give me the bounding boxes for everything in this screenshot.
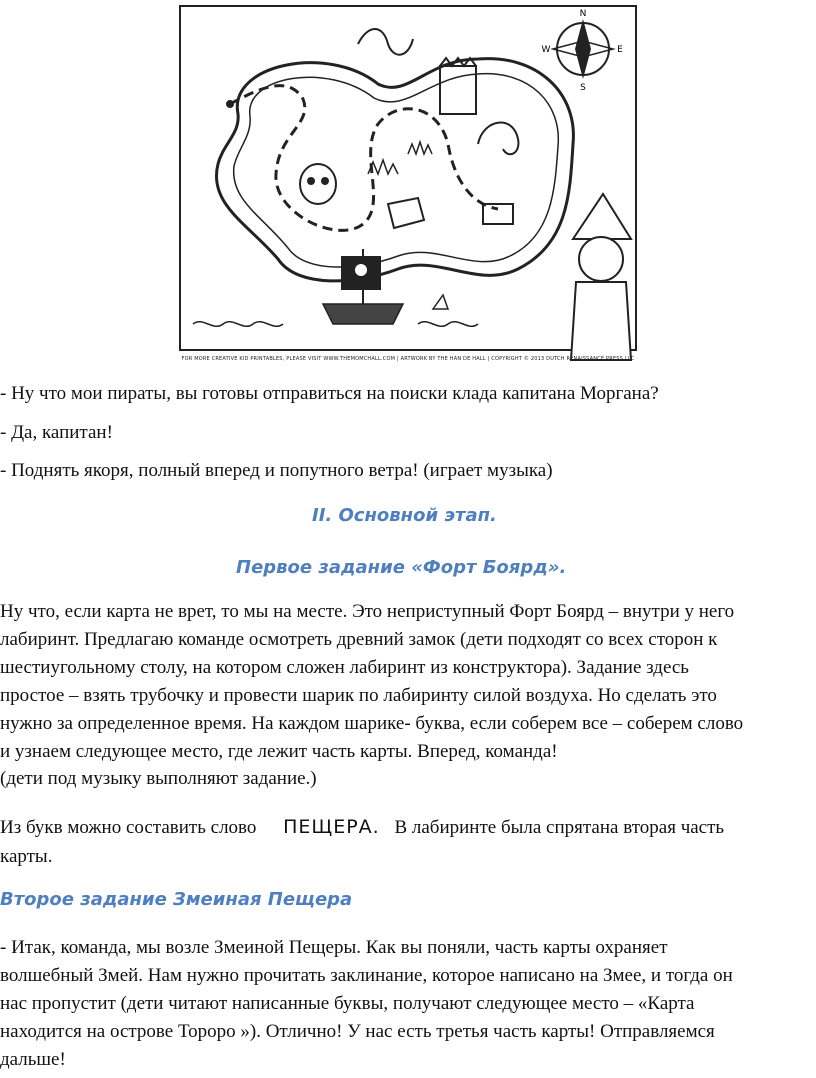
task1-line: лабиринт. Предлагаю команде осмотреть древний замок (дети подходят со всех сторон к xyxy=(0,629,718,650)
compass-n: N xyxy=(579,9,587,19)
task1-line: и узнаем следующее место, где лежит часть карты. Вперед, команда! xyxy=(0,741,558,762)
task1-line: нужно за определенное время. На каждом шарике- буква, если соберем все – соберем слово xyxy=(0,713,744,734)
compass-w: W xyxy=(541,45,551,55)
task1-line: шестиугольному столу, на котором сложен лабиринт из конструктора). Задание здесь xyxy=(0,657,689,678)
word-prefix: Из букв можно составить слово xyxy=(0,817,257,838)
dialog-line-2: - Да, капитан! xyxy=(0,422,113,443)
task1-note: (дети под музыку выполняют задание.) xyxy=(0,768,317,789)
compass-s: S xyxy=(580,83,586,93)
task1-title: Первое задание «Форт Боярд». xyxy=(236,557,567,578)
task1-line: простое – взять трубочку и провести шарик по лабиринту силой воздуха. Но сделать это xyxy=(0,685,717,706)
answer-word: ПЕЩЕРА. xyxy=(283,816,380,838)
compass-e: E xyxy=(617,45,623,55)
task2-body xyxy=(0,934,816,1074)
dialog-line-1: - Ну что мои пираты, вы готовы отправиться на поиски клада капитана Моргана? xyxy=(0,383,659,404)
map-credit: FOR MORE CREATIVE KID PRINTABLES, PLEASE VISIT WWW.THEMOMCHALL.COM | ARTWORK BY THE HAN DE HALL | COPYRIGHT © 2013 DUTCH RENAISSANCE PRESS LLC xyxy=(181,356,635,362)
task1-body xyxy=(0,598,816,766)
task2-line: - Итак, команда, мы возле Змеиной Пещеры. Как вы поняли, часть карты охраняет xyxy=(0,937,668,958)
task1-line: Ну что, если карта не врет, то мы на месте. Это неприступный Форт Боярд – внутри у него xyxy=(0,601,735,622)
treasure-map-illustration xyxy=(178,4,638,362)
task2-title: Второе задание Змеиная Пещера xyxy=(0,889,353,910)
section-title: II. Основной этап. xyxy=(312,505,497,526)
task1-word-line xyxy=(0,813,724,842)
dialog-line-3: - Поднять якоря, полный вперед и попутного ветра! (играет музыка) xyxy=(0,460,553,481)
task2-line: нас пропустит (дети читают написанные буквы, получают следующее место – «Карта xyxy=(0,993,695,1014)
word-suffix: В лабиринте была спрятана вторая часть xyxy=(394,817,725,838)
task2-line: находится на острове Тороро »). Отлично! У нас есть третья часть карты! Отправляемся xyxy=(0,1021,715,1042)
task2-line: волшебный Змей. Нам нужно прочитать заклинание, которое написано на Змее, и тогда он xyxy=(0,965,733,986)
treasure-map-drawing xyxy=(178,4,638,362)
task1-word-tail: карты. xyxy=(0,846,53,867)
task2-line: дальше! xyxy=(0,1049,66,1070)
